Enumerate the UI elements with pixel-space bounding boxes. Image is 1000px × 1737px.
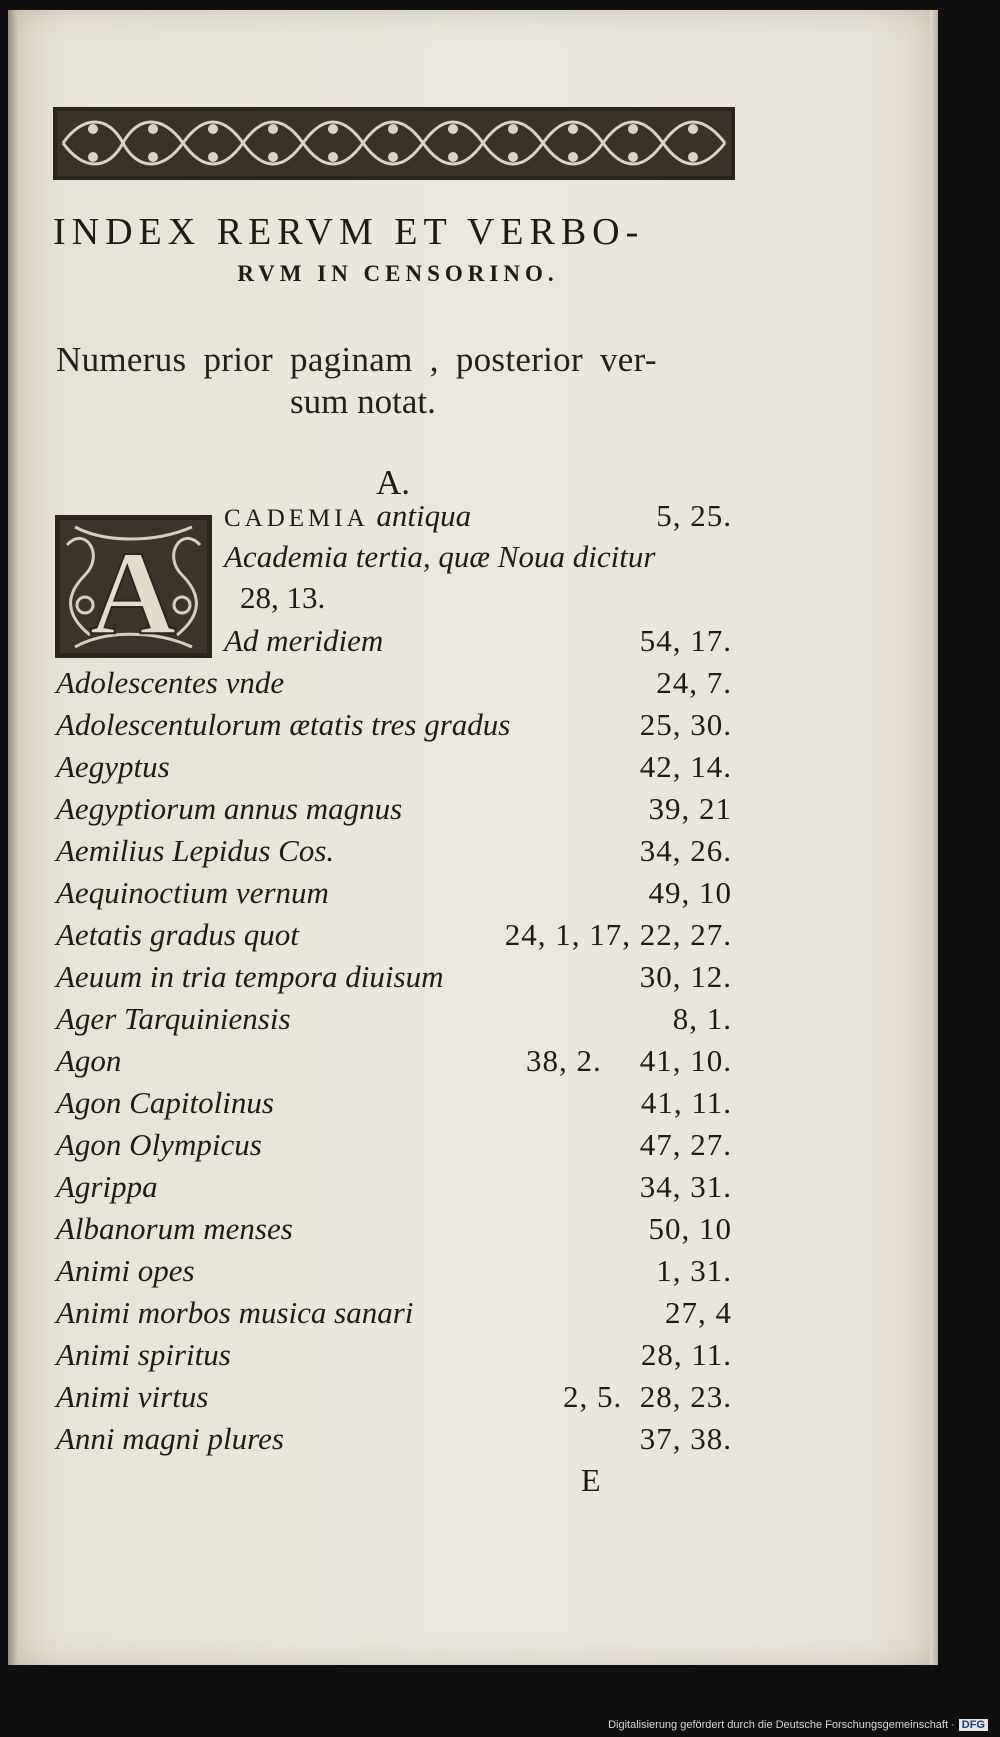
index-entry [56,665,732,705]
entry-label: Adolescentes vnde [56,665,285,700]
entry-reference: 34, 26. [639,833,732,868]
index-title: INDEX RERVM ET VERBO- [53,211,645,253]
index-entry [56,1295,732,1335]
entry-label-caps: CADEMIA [224,505,369,532]
entry-label: Anni magni plures [56,1421,284,1456]
note-line-1: Numerus prior paginam , posterior ver- [56,340,657,379]
entry-reference: 8, 1. [672,1001,732,1036]
index-entry [56,1043,732,1083]
svg-text:A: A [89,526,177,658]
book-page [8,10,938,1665]
entry-reference: 39, 21 [648,791,732,826]
index-entry [56,1211,732,1251]
entry-label: Agon Olympicus [56,1127,262,1162]
entry-reference: 1, 31. [656,1253,732,1288]
entry-label: Animi virtus [56,1379,209,1414]
entry-reference: 54, 17. [639,623,732,658]
entry-label: Aemilius Lepidus Cos. [56,833,335,868]
entry-reference: 42, 14. [639,749,732,784]
entry-label: Animi spiritus [56,1337,231,1372]
entry-label: Animi opes [56,1253,195,1288]
note-line-2: sum notat. [290,382,436,421]
entry-reference: 5, 25. [656,498,732,533]
entry-reference: 24, 7. [656,665,732,700]
entry-label: Aegyptus [56,749,170,784]
entry-reference: 50, 10 [648,1211,732,1246]
index-entry [56,1421,732,1461]
entry-label: antiqua [368,498,472,533]
entry-reference: 41, 11. [640,1085,732,1120]
entry-reference: 47, 27. [639,1127,732,1162]
page-fore-edge [930,10,938,1665]
entry-reference: 34, 31. [639,1169,732,1204]
index-entry [224,539,732,579]
index-entry [56,791,732,831]
entry-reference-first: 38, 2. [526,1043,602,1078]
index-subtitle: RVM IN CENSORINO. [237,261,559,286]
entry-reference: 24, 1, 17, 22, 27. [504,917,732,952]
entry-reference: 30, 12. [639,959,732,994]
section-letter: A. [376,463,411,502]
entry-label: Agon [56,1043,122,1078]
dfg-logo: DFG [959,1719,988,1731]
entry-label: Agrippa [56,1169,158,1204]
entry-label: Aequinoctium vernum [56,875,329,910]
entry-label: Albanorum menses [56,1211,293,1246]
index-entry-continuation [240,580,440,620]
index-entry [56,1379,732,1419]
index-entry [56,1085,732,1125]
entry-reference: 49, 10 [648,875,732,910]
decorated-initial-a [55,515,212,658]
entry-reference: 28, 23. [639,1379,732,1414]
credit-text: Digitalisierung gefördert durch die Deutsche Forschungsgemeinschaft · [608,1719,955,1731]
entry-reference: 41, 10. [639,1043,732,1078]
index-entry [56,875,732,915]
index-entry [56,1337,732,1377]
entry-label: Academia tertia, quæ Noua dicitur [224,539,656,574]
index-entry [56,1127,732,1167]
entry-label: Aegyptiorum annus magnus [56,791,403,826]
entry-reference: 25, 30. [639,707,732,742]
digitization-credit [608,1719,988,1731]
index-entry [56,707,732,747]
page-gutter-edge [8,10,18,1665]
ornamental-header-band [53,107,735,180]
entry-label: Adolescentulorum ætatis tres gradus [56,707,511,742]
index-entry [56,1169,732,1209]
catchword: E [581,1462,601,1498]
entry-label: Agon Capitolinus [56,1085,274,1120]
index-entry [56,1001,732,1041]
index-entry [56,1253,732,1293]
entry-label: Animi morbos musica sanari [56,1295,414,1330]
index-entry [56,749,732,789]
index-entry [224,498,732,538]
entry-label: Ad meridiem [224,623,384,658]
entry-reference-first: 2, 5. [563,1379,623,1414]
entry-reference: 28, 13. [240,580,326,615]
entry-reference: 27, 4 [665,1295,732,1330]
entry-label: Ager Tarquiniensis [56,1001,291,1036]
index-entry [56,917,732,957]
index-entry [56,833,732,873]
entry-reference: 37, 38. [639,1421,732,1456]
entry-label: Aeuum in tria tempora diuisum [56,959,444,994]
entry-reference: 28, 11. [640,1337,732,1372]
entry-label: Aetatis gradus quot [56,917,299,952]
index-entry [224,623,732,663]
index-entry [56,959,732,999]
